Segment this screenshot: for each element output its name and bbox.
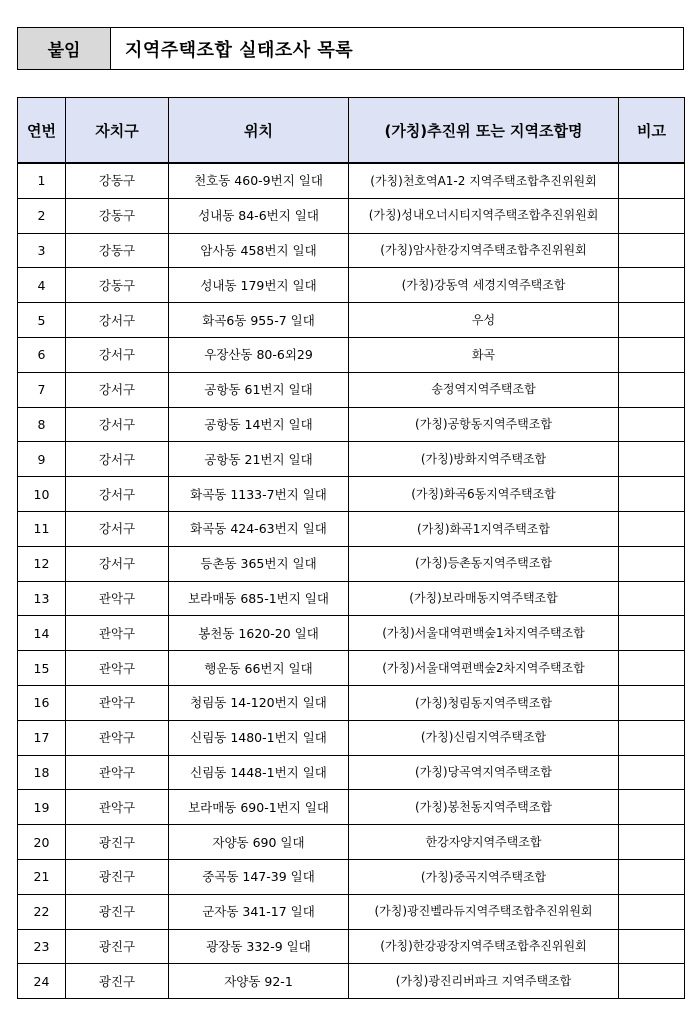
cell-note — [619, 268, 685, 303]
table-row — [18, 755, 685, 790]
cell-no: 5 — [18, 303, 66, 338]
cell-location: 등촌동 365번지 일대 — [169, 546, 349, 581]
cell-note — [619, 581, 685, 616]
table-row — [18, 407, 685, 442]
cell-association-name: 화곡 — [349, 337, 619, 372]
table-row — [18, 720, 685, 755]
cell-no: 19 — [18, 790, 66, 825]
cell-district: 광진구 — [66, 825, 169, 860]
cell-association-name: (가칭)중곡지역주택조합 — [349, 859, 619, 894]
cell-no: 1 — [18, 163, 66, 198]
cell-district: 강서구 — [66, 511, 169, 546]
cell-no: 9 — [18, 442, 66, 477]
cell-association-name: 송정역지역주택조합 — [349, 372, 619, 407]
cell-location: 광장동 332-9 일대 — [169, 929, 349, 964]
cell-district: 관악구 — [66, 616, 169, 651]
cell-no: 15 — [18, 651, 66, 686]
cell-no: 17 — [18, 720, 66, 755]
cell-association-name: (가칭)공항동지역주택조합 — [349, 407, 619, 442]
cell-note — [619, 894, 685, 929]
cell-note — [619, 685, 685, 720]
cell-district: 관악구 — [66, 790, 169, 825]
cell-association-name: (가칭)광진리버파크 지역주택조합 — [349, 964, 619, 999]
cell-district: 관악구 — [66, 685, 169, 720]
table-row — [18, 859, 685, 894]
cell-note — [619, 825, 685, 860]
table-row — [18, 303, 685, 338]
cell-association-name: (가칭)광진벨라듀지역주택조합추진위원회 — [349, 894, 619, 929]
cell-location: 자양동 92-1 — [169, 964, 349, 999]
table-row — [18, 198, 685, 233]
cell-district: 강서구 — [66, 477, 169, 512]
cell-no: 20 — [18, 825, 66, 860]
table-row — [18, 685, 685, 720]
cell-no: 11 — [18, 511, 66, 546]
cell-association-name: (가칭)신림지역주택조합 — [349, 720, 619, 755]
document-title: 지역주택조합 실태조사 목록 — [125, 39, 354, 61]
cell-district: 광진구 — [66, 964, 169, 999]
cell-note — [619, 720, 685, 755]
cell-district: 강동구 — [66, 268, 169, 303]
table-row — [18, 511, 685, 546]
table-row — [18, 337, 685, 372]
cell-district: 광진구 — [66, 929, 169, 964]
cell-association-name: (가칭)등촌동지역주택조합 — [349, 546, 619, 581]
cell-location: 공항동 61번지 일대 — [169, 372, 349, 407]
cell-association-name: 우성 — [349, 303, 619, 338]
cell-location: 신림동 1448-1번지 일대 — [169, 755, 349, 790]
cell-no: 21 — [18, 859, 66, 894]
table-row — [18, 790, 685, 825]
column-header-association-name: (가칭)추진위 또는 지역조합명 — [349, 98, 619, 164]
cell-association-name: (가칭)천호역A1-2 지역주택조합추진위원회 — [349, 163, 619, 198]
cell-location: 성내동 84-6번지 일대 — [169, 198, 349, 233]
cell-note — [619, 407, 685, 442]
cell-district: 강서구 — [66, 407, 169, 442]
cell-district: 강동구 — [66, 163, 169, 198]
cell-district: 강서구 — [66, 303, 169, 338]
cell-location: 신림동 1480-1번지 일대 — [169, 720, 349, 755]
cell-note — [619, 651, 685, 686]
table-header-row — [18, 98, 685, 164]
table-row — [18, 477, 685, 512]
cell-location: 봉천동 1620-20 일대 — [169, 616, 349, 651]
cell-association-name: (가칭)당곡역지역주택조합 — [349, 755, 619, 790]
cell-note — [619, 477, 685, 512]
cell-district: 관악구 — [66, 651, 169, 686]
column-header-no: 연번 — [18, 98, 66, 164]
cell-location: 중곡동 147-39 일대 — [169, 859, 349, 894]
housing-association-table — [17, 97, 685, 999]
table-row — [18, 372, 685, 407]
table-row — [18, 929, 685, 964]
cell-no: 3 — [18, 233, 66, 268]
table-row — [18, 894, 685, 929]
table-row — [18, 581, 685, 616]
cell-district: 강서구 — [66, 337, 169, 372]
cell-no: 14 — [18, 616, 66, 651]
table-body — [18, 163, 685, 999]
cell-association-name: (가칭)봉천동지역주택조합 — [349, 790, 619, 825]
cell-location: 천호동 460-9번지 일대 — [169, 163, 349, 198]
cell-note — [619, 755, 685, 790]
cell-no: 7 — [18, 372, 66, 407]
cell-location: 청림동 14-120번지 일대 — [169, 685, 349, 720]
cell-association-name: (가칭)서울대역편백숲2차지역주택조합 — [349, 651, 619, 686]
table-row — [18, 268, 685, 303]
cell-district: 광진구 — [66, 894, 169, 929]
cell-district: 강서구 — [66, 372, 169, 407]
cell-no: 23 — [18, 929, 66, 964]
cell-note — [619, 442, 685, 477]
cell-note — [619, 616, 685, 651]
table-row — [18, 442, 685, 477]
cell-note — [619, 546, 685, 581]
cell-association-name: (가칭)서울대역편백숲1차지역주택조합 — [349, 616, 619, 651]
cell-district: 강서구 — [66, 546, 169, 581]
table-row — [18, 964, 685, 999]
cell-no: 24 — [18, 964, 66, 999]
cell-district: 관악구 — [66, 755, 169, 790]
cell-association-name: (가칭)강동역 세경지역주택조합 — [349, 268, 619, 303]
cell-note — [619, 303, 685, 338]
cell-note — [619, 163, 685, 198]
cell-location: 보라매동 690-1번지 일대 — [169, 790, 349, 825]
cell-note — [619, 964, 685, 999]
table-row — [18, 233, 685, 268]
cell-location: 우장산동 80-6외29 — [169, 337, 349, 372]
cell-location: 보라매동 685-1번지 일대 — [169, 581, 349, 616]
table-row — [18, 163, 685, 198]
cell-association-name: 한강자양지역주택조합 — [349, 825, 619, 860]
cell-no: 4 — [18, 268, 66, 303]
cell-district: 관악구 — [66, 720, 169, 755]
table-row — [18, 616, 685, 651]
cell-note — [619, 337, 685, 372]
cell-no: 6 — [18, 337, 66, 372]
attachment-tag: 붙임 — [18, 28, 111, 69]
table-row — [18, 825, 685, 860]
cell-location: 행운동 66번지 일대 — [169, 651, 349, 686]
cell-no: 16 — [18, 685, 66, 720]
cell-no: 2 — [18, 198, 66, 233]
cell-no: 10 — [18, 477, 66, 512]
cell-location: 암사동 458번지 일대 — [169, 233, 349, 268]
cell-district: 광진구 — [66, 859, 169, 894]
cell-location: 화곡6동 955-7 일대 — [169, 303, 349, 338]
cell-location: 화곡동 424-63번지 일대 — [169, 511, 349, 546]
cell-association-name: (가칭)한강광장지역주택조합추진위원회 — [349, 929, 619, 964]
column-header-location: 위치 — [169, 98, 349, 164]
cell-district: 관악구 — [66, 581, 169, 616]
cell-association-name: (가칭)방화지역주택조합 — [349, 442, 619, 477]
cell-association-name: (가칭)보라매동지역주택조합 — [349, 581, 619, 616]
cell-note — [619, 198, 685, 233]
cell-location: 화곡동 1133-7번지 일대 — [169, 477, 349, 512]
cell-location: 공항동 21번지 일대 — [169, 442, 349, 477]
cell-note — [619, 859, 685, 894]
cell-district: 강동구 — [66, 198, 169, 233]
cell-note — [619, 790, 685, 825]
cell-no: 22 — [18, 894, 66, 929]
cell-location: 자양동 690 일대 — [169, 825, 349, 860]
column-header-note: 비고 — [619, 98, 685, 164]
table-row — [18, 651, 685, 686]
cell-association-name: (가칭)화곡6동지역주택조합 — [349, 477, 619, 512]
cell-association-name: (가칭)암사한강지역주택조합추진위원회 — [349, 233, 619, 268]
cell-no: 12 — [18, 546, 66, 581]
table-row — [18, 546, 685, 581]
document-title-box — [17, 27, 684, 70]
cell-location: 성내동 179번지 일대 — [169, 268, 349, 303]
cell-no: 18 — [18, 755, 66, 790]
cell-association-name: (가칭)성내오너시티지역주택조합추진위원회 — [349, 198, 619, 233]
cell-no: 13 — [18, 581, 66, 616]
cell-note — [619, 929, 685, 964]
cell-note — [619, 372, 685, 407]
cell-location: 공항동 14번지 일대 — [169, 407, 349, 442]
cell-location: 군자동 341-17 일대 — [169, 894, 349, 929]
cell-association-name: (가칭)청림동지역주택조합 — [349, 685, 619, 720]
cell-district: 강동구 — [66, 233, 169, 268]
cell-association-name: (가칭)화곡1지역주택조합 — [349, 511, 619, 546]
column-header-district: 자치구 — [66, 98, 169, 164]
cell-note — [619, 511, 685, 546]
cell-note — [619, 233, 685, 268]
cell-district: 강서구 — [66, 442, 169, 477]
cell-no: 8 — [18, 407, 66, 442]
